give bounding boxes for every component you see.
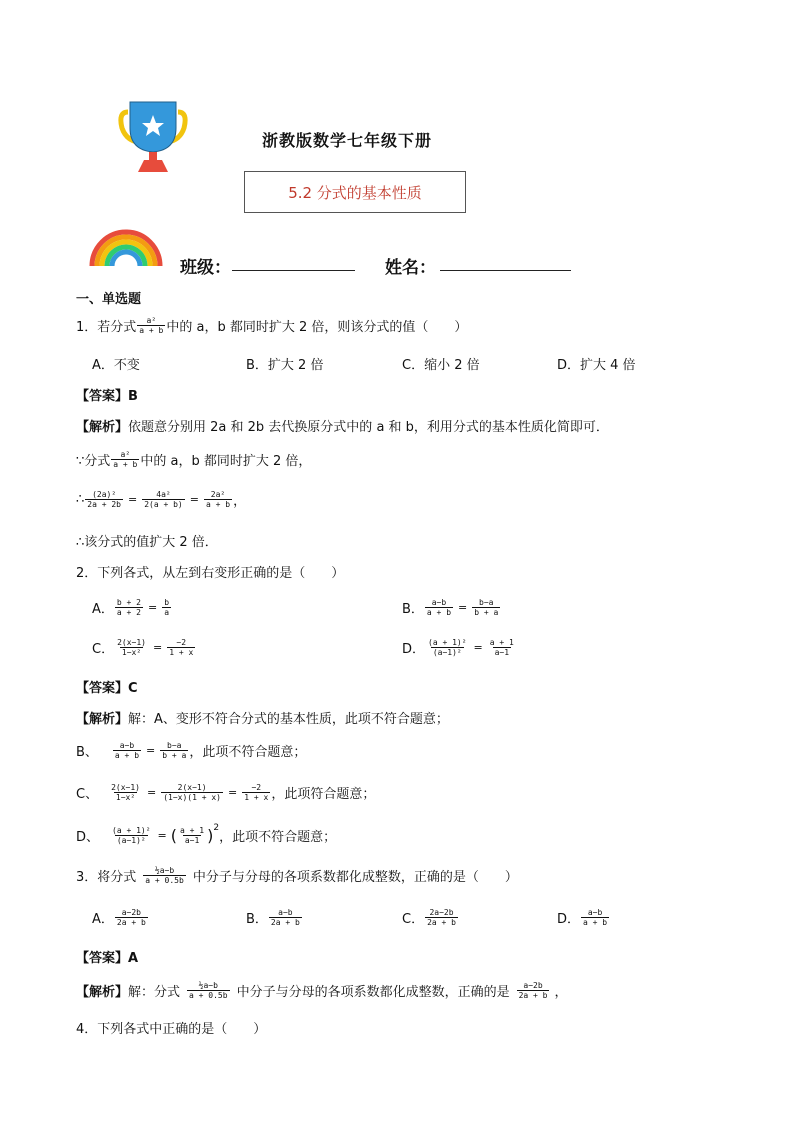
q2-option-b[interactable] bbox=[402, 598, 501, 617]
class-blank[interactable] bbox=[232, 270, 355, 271]
numerator: a + 1 bbox=[489, 638, 514, 647]
q2-answer: 【答案】C bbox=[76, 681, 138, 696]
denominator: (a−1)² bbox=[432, 648, 462, 657]
denominator: (a−1)² bbox=[116, 836, 146, 845]
option-label: C． bbox=[92, 642, 115, 657]
denominator: 1−x² bbox=[115, 793, 136, 802]
analysis-label: 【解析】 bbox=[76, 985, 129, 1000]
denominator: 2a + b bbox=[270, 918, 300, 927]
option-label: A． bbox=[92, 912, 114, 927]
trophy-icon bbox=[118, 98, 188, 174]
fraction bbox=[242, 783, 270, 802]
q1-option-d[interactable]: D．扩大 4 倍 bbox=[557, 358, 636, 373]
q1-option-a[interactable]: A．不变 bbox=[92, 358, 140, 373]
equals: = bbox=[228, 786, 238, 799]
numerator: −2 bbox=[251, 783, 262, 792]
numerator: a−2b bbox=[121, 908, 141, 917]
denominator: a + 0.5b bbox=[189, 991, 228, 1000]
denominator: a + b bbox=[114, 751, 140, 760]
numerator: b−a bbox=[479, 598, 494, 607]
question-3-stem bbox=[76, 866, 518, 885]
rainbow-icon bbox=[88, 228, 164, 268]
numerator: a−b bbox=[278, 908, 293, 917]
denominator: a−1 bbox=[494, 648, 510, 657]
fraction bbox=[115, 638, 148, 657]
numerator: (a + 1)² bbox=[428, 638, 467, 647]
fraction bbox=[111, 450, 139, 469]
denominator: 2a + 2b bbox=[87, 500, 121, 509]
analysis-label: 【解析】 bbox=[76, 420, 129, 435]
analysis-label: 【解析】 bbox=[76, 712, 129, 727]
q1-option-b[interactable]: B．扩大 2 倍 bbox=[246, 358, 324, 373]
denominator: 1 + x bbox=[244, 793, 269, 802]
denominator: a + b bbox=[426, 608, 452, 617]
q1-analysis-line-3 bbox=[76, 490, 246, 509]
equals: = bbox=[128, 493, 138, 506]
denominator: 1−x² bbox=[121, 648, 142, 657]
numerator: a−b bbox=[431, 598, 447, 607]
option-label: A． bbox=[92, 602, 114, 617]
text: ∴ bbox=[76, 492, 85, 507]
numerator: 2(x−1) bbox=[177, 783, 207, 792]
fraction bbox=[110, 826, 153, 845]
numerator: b + 2 bbox=[116, 598, 141, 607]
denominator: a bbox=[164, 608, 170, 617]
denominator: 2a + b bbox=[427, 918, 456, 927]
q1-analysis-line-2 bbox=[76, 450, 311, 469]
q2-analysis-b bbox=[76, 741, 306, 760]
q3-option-d[interactable] bbox=[557, 908, 610, 927]
numerator: 2(x−1) bbox=[111, 783, 140, 792]
q2-option-c[interactable] bbox=[92, 638, 196, 657]
numerator: a² bbox=[146, 316, 157, 325]
q3-option-c[interactable] bbox=[402, 908, 459, 927]
exponent: 2 bbox=[213, 822, 220, 833]
equals: = bbox=[146, 786, 157, 799]
text: ，此项不符合题意； bbox=[219, 830, 337, 845]
denominator: 1 + x bbox=[169, 648, 194, 657]
denominator: a + 0.5b bbox=[145, 876, 184, 885]
fraction bbox=[160, 741, 188, 760]
fraction bbox=[178, 826, 206, 845]
equals: = bbox=[152, 641, 163, 654]
fraction bbox=[488, 638, 516, 657]
text: 中的 a，b 都同时扩大 2 倍， bbox=[140, 454, 312, 469]
q3-option-a[interactable] bbox=[92, 908, 149, 927]
text: ∵分式 bbox=[76, 454, 111, 469]
fraction bbox=[426, 638, 469, 657]
denominator: 2(a + b) bbox=[144, 500, 183, 509]
denominator: a + b bbox=[583, 918, 608, 927]
text: C、 bbox=[76, 787, 99, 802]
numerator: 2(x−1) bbox=[117, 638, 146, 647]
text: 中分子与分母的各项系数都化成整数，正确的是 bbox=[236, 985, 510, 1000]
fraction bbox=[113, 741, 141, 760]
q3-answer: 【答案】A bbox=[76, 951, 139, 966]
denominator: a + b bbox=[139, 326, 164, 335]
equals: = bbox=[189, 493, 199, 506]
text: ， bbox=[554, 985, 568, 1000]
equals: = bbox=[146, 744, 156, 757]
equals: = bbox=[148, 601, 158, 614]
denominator: 2a + b bbox=[518, 991, 548, 1000]
numerator: a−b bbox=[587, 908, 603, 917]
fraction bbox=[109, 783, 142, 802]
q1-answer: 【答案】B bbox=[76, 389, 138, 404]
fraction bbox=[143, 866, 186, 885]
option-label: D． bbox=[402, 642, 426, 657]
text: 解：分式 bbox=[128, 985, 181, 1000]
text: 中的 a，b 都同时扩大 2 倍，则该分式的值（ ） bbox=[166, 320, 468, 335]
fraction bbox=[204, 490, 232, 509]
q1-option-c[interactable]: C．缩小 2 倍 bbox=[402, 358, 480, 373]
fraction bbox=[269, 908, 302, 927]
fraction bbox=[517, 981, 550, 1000]
q1-analysis bbox=[76, 416, 609, 435]
fraction bbox=[142, 490, 185, 509]
text: 解：A、变形不符合分式的基本性质，此项不符合题意； bbox=[128, 712, 449, 727]
denominator: a + 2 bbox=[116, 608, 141, 617]
numerator: a−2b bbox=[523, 981, 543, 990]
numerator: 2a² bbox=[210, 490, 226, 499]
denominator: a + b bbox=[113, 460, 138, 469]
numerator: ½a−b bbox=[198, 981, 218, 990]
lesson-title: 5.2 分式的基本性质 bbox=[288, 183, 422, 202]
option-label: C． bbox=[402, 912, 425, 927]
q1-analysis-line-4: ∴该分式的值扩大 2 倍． bbox=[76, 535, 218, 550]
text: ， bbox=[233, 494, 247, 509]
text: ，此项不符合题意； bbox=[189, 745, 307, 760]
paren: ( bbox=[170, 826, 178, 845]
text: 依题意分别用 2a 和 2b 去代换原分式中的 a 和 b，利用分式的基本性质化简即可． bbox=[128, 420, 609, 435]
section-heading: 一、单选题 bbox=[76, 292, 142, 307]
numerator: (2a)² bbox=[92, 490, 117, 499]
text: 3．将分式 bbox=[76, 870, 137, 885]
option-label: D． bbox=[557, 912, 581, 927]
fraction bbox=[115, 908, 148, 927]
lesson-title-box bbox=[244, 171, 466, 213]
option-label: B． bbox=[246, 912, 268, 927]
q2-option-a[interactable] bbox=[92, 598, 172, 617]
q3-analysis bbox=[76, 981, 568, 1000]
fraction bbox=[472, 598, 500, 617]
text: B、 bbox=[76, 745, 98, 760]
numerator: a−b bbox=[119, 741, 135, 750]
question-4-stem: 4．下列各式中正确的是（ ） bbox=[76, 1022, 267, 1037]
fraction bbox=[187, 981, 230, 1000]
equals: = bbox=[157, 829, 167, 842]
name-blank[interactable] bbox=[440, 270, 571, 271]
numerator: −2 bbox=[176, 638, 187, 647]
fraction bbox=[581, 908, 609, 927]
numerator: b−a bbox=[167, 741, 182, 750]
paren: ) bbox=[207, 826, 214, 845]
text: 中分子与分母的各项系数都化成整数，正确的是（ ） bbox=[192, 870, 518, 885]
option-label: B． bbox=[402, 602, 424, 617]
text: 1．若分式 bbox=[76, 320, 137, 335]
denominator: a + b bbox=[205, 500, 231, 509]
denominator: 2a + b bbox=[116, 918, 146, 927]
q2-analysis-c bbox=[76, 783, 375, 802]
name-label: 姓名： bbox=[385, 258, 436, 278]
numerator: 4a² bbox=[156, 490, 171, 499]
fraction bbox=[167, 638, 195, 657]
numerator: a² bbox=[120, 450, 131, 459]
fraction bbox=[425, 908, 458, 927]
question-1-stem bbox=[76, 316, 467, 335]
numerator: a + 1 bbox=[180, 826, 205, 835]
numerator: (a + 1)² bbox=[112, 826, 151, 835]
fraction bbox=[85, 490, 123, 509]
class-label: 班级： bbox=[180, 258, 231, 278]
equals: = bbox=[473, 641, 483, 654]
equals: = bbox=[458, 601, 468, 614]
fraction bbox=[425, 598, 453, 617]
denominator: b + a bbox=[474, 608, 499, 617]
fraction bbox=[137, 316, 165, 335]
numerator: 2a−2b bbox=[429, 908, 454, 917]
fraction bbox=[161, 783, 223, 802]
q2-option-d[interactable] bbox=[402, 638, 517, 657]
denominator: a−1 bbox=[184, 836, 200, 845]
text: ，此项符合题意； bbox=[271, 787, 376, 802]
numerator: b bbox=[164, 598, 170, 607]
fraction bbox=[162, 598, 171, 617]
denominator: (1−x)(1 + x) bbox=[163, 793, 221, 802]
page-title: 浙教版数学七年级下册 bbox=[262, 131, 433, 150]
question-2-stem: 2．下列各式，从左到右变形正确的是（ ） bbox=[76, 566, 345, 581]
q2-analysis bbox=[76, 708, 449, 727]
q3-option-b[interactable] bbox=[246, 908, 303, 927]
denominator: b + a bbox=[162, 751, 187, 760]
q2-analysis-d bbox=[76, 822, 337, 845]
text: D、 bbox=[76, 830, 100, 845]
numerator: ½a−b bbox=[154, 866, 175, 875]
fraction bbox=[115, 598, 143, 617]
